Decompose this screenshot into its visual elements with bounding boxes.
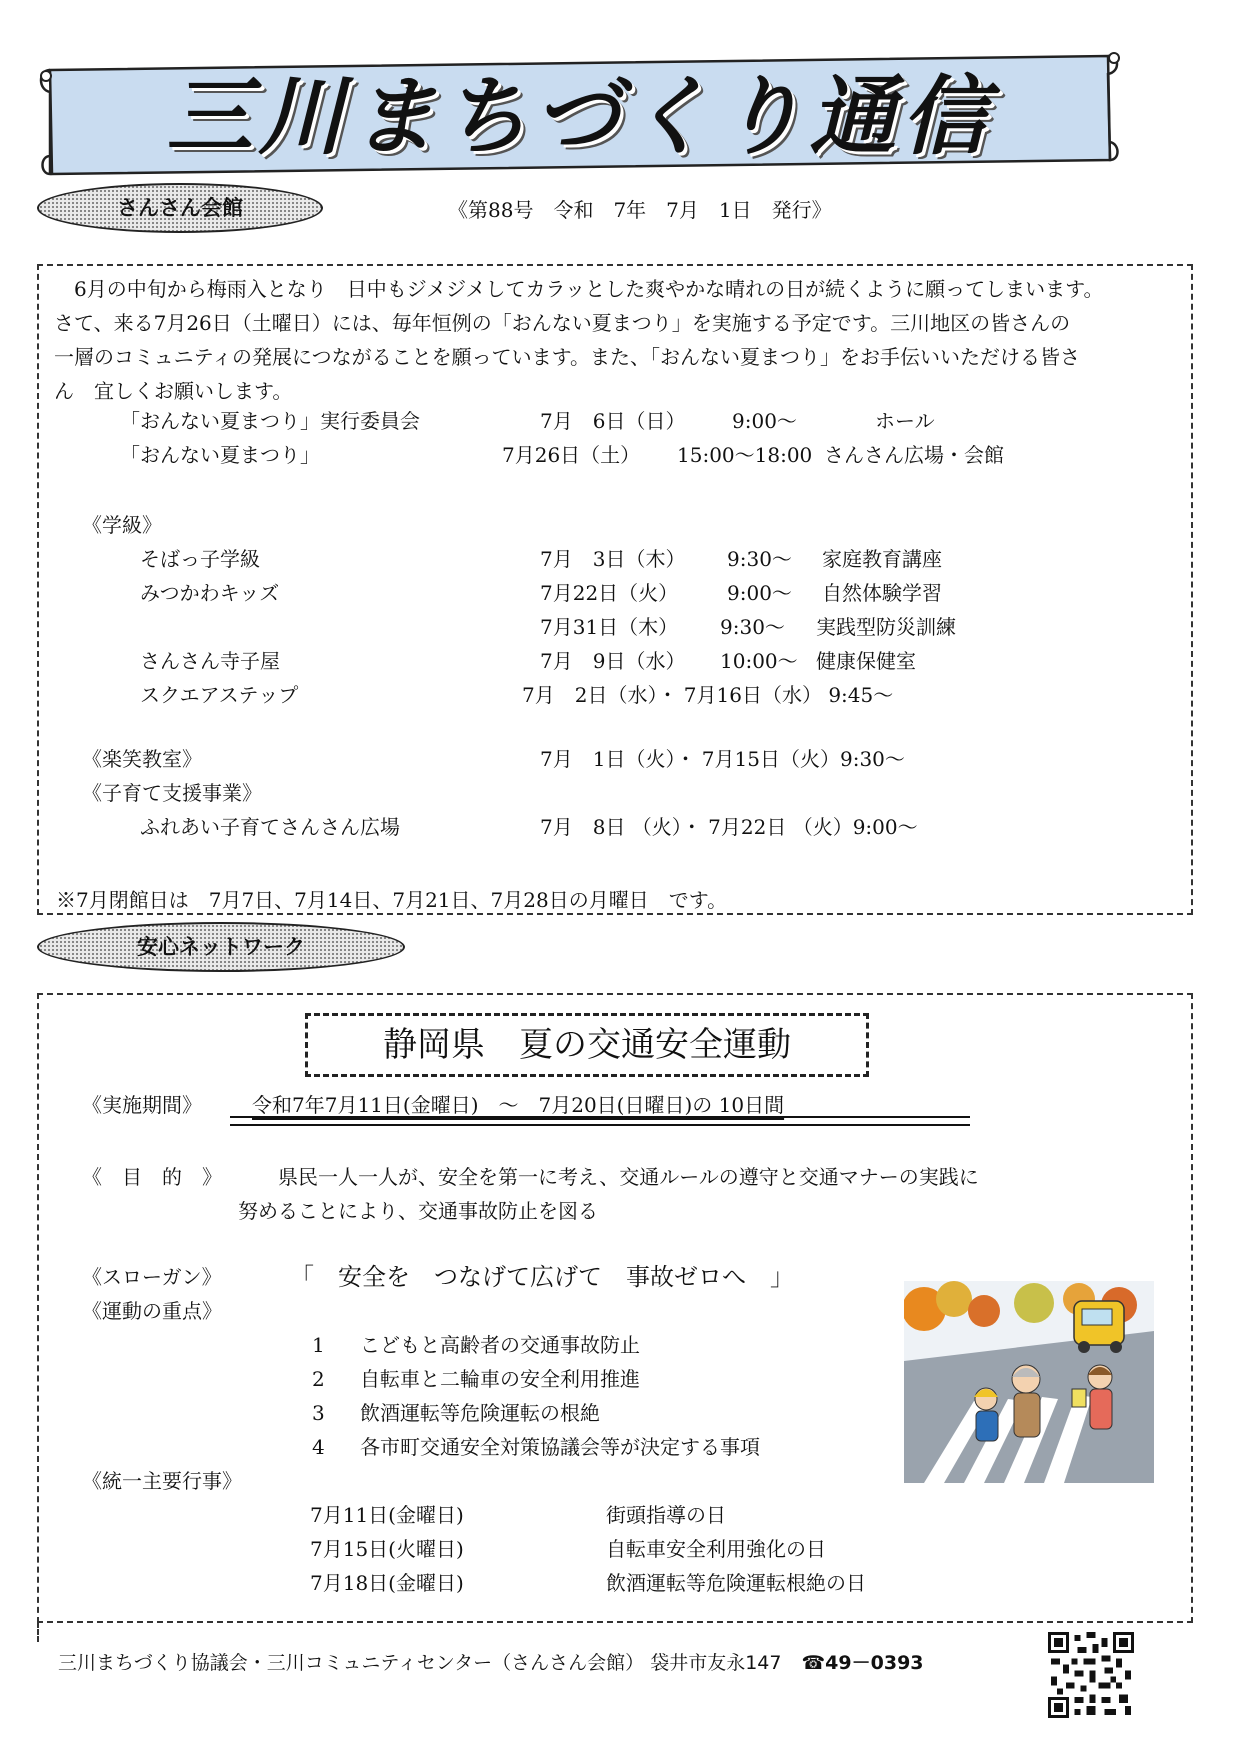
- rakusho-schedule: 7月 1日（火）・ 7月15日（火）9:30～: [540, 747, 905, 771]
- section-label-text: さんさん会館: [117, 196, 243, 220]
- safety-event-name: 街頭指導の日: [606, 1503, 726, 1527]
- focus-number: 2: [312, 1367, 325, 1391]
- focus-label: 《運動の重点》: [82, 1299, 222, 1323]
- event-place: さんさん広場・会館: [824, 443, 1004, 467]
- focus-text: 各市町交通安全対策協議会等が決定する事項: [360, 1435, 760, 1459]
- class-name: スクエアステップ: [140, 683, 299, 707]
- class-name: さんさん寺子屋: [140, 649, 280, 673]
- safety-event-date: 7月15日(火曜日): [310, 1537, 464, 1561]
- focus-text: こどもと高齢者の交通事故防止: [360, 1333, 640, 1357]
- footer-divider: [37, 1622, 39, 1642]
- class-schedule: 7月 2日（水）・ 7月16日（水） 9:45～: [522, 683, 894, 707]
- period-double-underline: [230, 1116, 970, 1126]
- focus-number: 1: [312, 1333, 325, 1357]
- class-note: 自然体験学習: [822, 581, 942, 605]
- slogan-text: 「 安全を つなげて広げて 事故ゼロへ 」: [290, 1263, 794, 1291]
- class-date: 7月22日（火）: [540, 581, 679, 605]
- safety-event-date: 7月11日(金曜日): [310, 1503, 464, 1527]
- event-name: 「おんない夏まつり」実行委員会: [120, 409, 420, 433]
- kosodate-schedule: 7月 8日 （火）・ 7月22日 （火）9:00～: [540, 815, 918, 839]
- event-place: ホール: [875, 409, 935, 433]
- section-label-text: 安心ネットワーク: [137, 935, 305, 959]
- purpose-label: 《 目 的 》: [82, 1165, 222, 1189]
- classes-heading: 《学級》: [82, 513, 162, 537]
- class-date: 7月 3日（木）: [540, 547, 686, 571]
- event-name: 「おんない夏まつり」: [120, 443, 320, 467]
- focus-text: 飲酒運転等危険運転の根絶: [360, 1401, 600, 1425]
- class-note: 健康保健室: [816, 649, 916, 673]
- section-label-anshin: [37, 922, 405, 972]
- section-label-sansan: [37, 183, 323, 233]
- period-value: 令和7年7月11日(金曜日) ～ 7月20日(日曜日)の 10日間: [252, 1093, 785, 1117]
- paragraph-line: 一層のコミュニティの発展につながることを願っています。また、「おんない夏まつり」をお手伝いいただける皆さ: [54, 345, 1080, 369]
- footer-organization: 三川まちづくり協議会・三川コミュニティセンター（さんさん会館） 袋井市友永147: [58, 1652, 782, 1674]
- class-name: みつかわキッズ: [140, 581, 280, 605]
- class-time: 9:30～: [720, 615, 785, 639]
- rakusho-heading: 《楽笑教室》: [82, 747, 202, 771]
- purpose-line: 県民一人一人が、安全を第一に考え、交通ルールの遵守と交通マナーの実践に: [278, 1165, 979, 1189]
- focus-number: 3: [312, 1401, 325, 1425]
- notice-paragraph: [54, 272, 1184, 408]
- footer-phone: ☎49－0393: [801, 1652, 924, 1674]
- class-time: 9:00～: [727, 581, 792, 605]
- class-time: 10:00～: [720, 649, 798, 673]
- class-name: そばっ子学級: [140, 547, 260, 571]
- class-date: 7月 9日（水）: [540, 649, 686, 673]
- period-label: 《実施期間》: [82, 1093, 202, 1117]
- closed-days-note: ※7月閉館日は 7月7日、7月14日、7月21日、7月28日の月曜日 です。: [56, 888, 728, 912]
- focus-number: 4: [312, 1435, 325, 1459]
- safety-event-name: 自転車安全利用強化の日: [606, 1537, 826, 1561]
- class-date: 7月31日（木）: [540, 615, 679, 639]
- event-date: 7月26日（土）: [502, 443, 641, 467]
- kosodate-heading: 《子育て支援事業》: [82, 781, 262, 805]
- slogan-label: 《スローガン》: [82, 1265, 222, 1289]
- purpose-line: 努めることにより、交通事故防止を図る: [238, 1199, 598, 1223]
- event-time: 9:00～: [732, 409, 797, 433]
- kosodate-name: ふれあい子育てさんさん広場: [140, 815, 400, 839]
- event-time: 15:00～18:00: [677, 443, 813, 467]
- safety-event-name: 飲酒運転等危険運転根絶の日: [606, 1571, 866, 1595]
- paragraph-line: さて、来る7月26日（土曜日）には、毎年恒例の「おんない夏まつり」を実施する予定です。三川地区の皆さんの: [54, 311, 1071, 335]
- event-date: 7月 6日（日）: [540, 409, 686, 433]
- paragraph-line: 6月の中旬から梅雨入となり 日中もジメジメしてカラッとした爽やかな晴れの日が続くように願ってしまいます。: [54, 277, 1104, 301]
- class-note: 家庭教育講座: [822, 547, 942, 571]
- focus-text: 自転車と二輪車の安全利用推進: [360, 1367, 640, 1391]
- newsletter-title: 三川まちづくり通信: [166, 67, 994, 167]
- events-label: 《統一主要行事》: [82, 1469, 242, 1493]
- campaign-heading: 静岡県 夏の交通安全運動: [305, 1013, 869, 1077]
- paragraph-line: ん 宜しくお願いします。: [54, 379, 293, 403]
- issue-info: 《第88号 令和 7年 7月 1日 発行》: [448, 198, 832, 222]
- class-time: 9:30～: [727, 547, 792, 571]
- class-note: 実践型防災訓練: [816, 615, 956, 639]
- qr-code-icon[interactable]: [1048, 1632, 1134, 1718]
- crosswalk-illustration: [904, 1281, 1154, 1483]
- safety-event-date: 7月18日(金曜日): [310, 1571, 464, 1595]
